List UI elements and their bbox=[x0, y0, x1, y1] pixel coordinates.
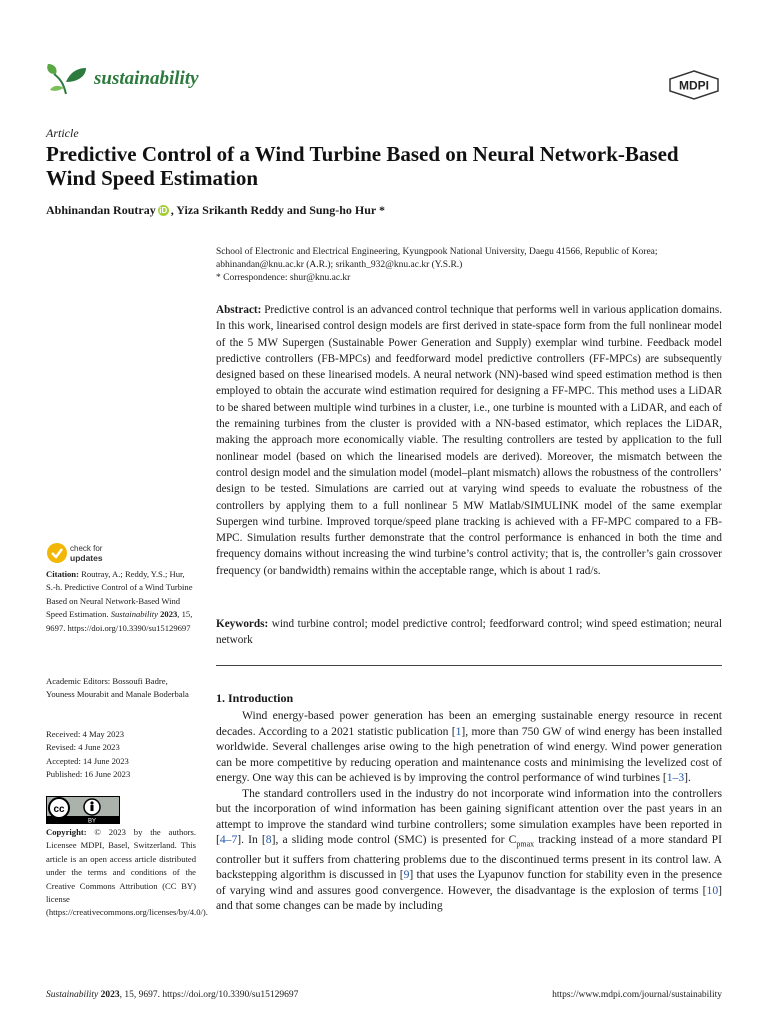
author-name: Abhinandan Routray bbox=[46, 203, 156, 217]
paragraph: Wind energy-based power generation has been an emerging sustainable energy resource in recent decades. According to a 2021 statistic publication [1], more than 750 GW of wind energy has been installed worldwide. Several challenges arise owing to the high penetration of wind energy. Wind power generation can be more competitive by reducing operation and maintenance costs and minimising the levelized cost of energy. One way this can be achieved is by improving the control performance of wind turbines [1–3]. bbox=[216, 709, 722, 784]
svg-text:BY: BY bbox=[87, 818, 97, 824]
check-line1: check for bbox=[70, 544, 103, 553]
paragraph: The standard controllers used in the industry do not incorporate wind information into the controllers but the incorporation of wind information has been gaining significant attention over the past years in an attempt to improve the standard wind turbine controllers; some simulation examples have been reported in [4–7]. In [8], a sliding mode control (SMC) is presented for $C_{pmax}$ tracking instead of a more standard PI controller but it suffers from chattering problems due to the discontinued terms present in its control law. A backstepping algorithm is discussed in [9] that uses the Lyapunov function for stability even in the presence of varying wind and assures good convergence. However, the disadvantage is the explosion of terms [10] and that some changes can be made by including bbox=[216, 786, 722, 913]
section-heading: 1. Introduction bbox=[216, 691, 294, 705]
svg-text:MDPI: MDPI bbox=[679, 78, 709, 93]
mdpi-logo-icon bbox=[668, 70, 720, 100]
journal-name: sustainability bbox=[94, 68, 199, 89]
revised-date: Revised: 4 June 2023 bbox=[46, 742, 120, 753]
author-list bbox=[46, 203, 385, 218]
copyright-label: Copyright: bbox=[46, 827, 87, 837]
footer-citation: Sustainability 2023, 15, 9697. https://doi.org/10.3390/su15129697 bbox=[46, 990, 299, 1000]
footer-journal-url[interactable]: https://www.mdpi.com/journal/sustainability bbox=[552, 990, 722, 1000]
check-for-updates-icon[interactable] bbox=[46, 541, 116, 565]
leaf-logo-icon bbox=[46, 62, 88, 96]
orcid-icon[interactable]: iD bbox=[159, 206, 168, 215]
check-line2: updates bbox=[70, 553, 103, 563]
abstract-label: Abstract: bbox=[216, 304, 262, 316]
keywords-label: Keywords: bbox=[216, 618, 269, 630]
abstract bbox=[216, 302, 722, 579]
page-footer bbox=[46, 990, 722, 1000]
cc-by-license-icon[interactable] bbox=[46, 796, 120, 824]
section-divider bbox=[216, 665, 722, 666]
reference-link[interactable]: 8 bbox=[265, 833, 272, 846]
svg-text:cc: cc bbox=[53, 804, 65, 815]
reference-link[interactable]: 9 bbox=[403, 868, 410, 882]
accepted-date: Accepted: 14 June 2023 bbox=[46, 755, 129, 766]
reference-link[interactable]: 10 bbox=[706, 883, 719, 897]
author-names-rest: , Yiza Srikanth Reddy and Sung-ho Hur * bbox=[170, 203, 386, 217]
reference-link[interactable]: 4–7 bbox=[219, 833, 238, 846]
published-date: Published: 16 June 2023 bbox=[46, 769, 131, 780]
affiliation-line: School of Electronic and Electrical Engineering, Kyungpook National University, Daegu 41566, Republic of Korea; bbox=[216, 247, 658, 257]
reference-link[interactable]: 1–3 bbox=[666, 771, 685, 784]
dates-block bbox=[46, 728, 196, 782]
introduction-text bbox=[216, 708, 722, 914]
abstract-text: Predictive control is an advanced control technique that performs well in various application domains. In this work, linearised control design models are first derived in state-space form from the full nonlinear model of the 5 MW Supergen (Sustainable Power Generation and Supply) exemplar wind turbine. Feedback model predictive controllers (FB-MPCs) and feedforward model predictive controllers (FF-MPCs) are subsequently designed based on these linearised models. A neural network (NN)-based wind speed estimation method is then employed to obtain the accurate wind estimation required for designing a FF-MPC. This method uses a LiDAR to be shared between multiple wind turbines in a cluster, i.e., one turbine is mounted with a LiDAR, and each of the remaining turbines from the cluster is provided with a NN-based estimator, which replaces the LiDAR, making the approach more economically viable. The resulting controllers are tested by application to the full nonlinear model (based on which the linearised models are derived). Moreover, the mismatch between the control design model and the simulation model (model–plant mismatch) allows the robustness of the controllers’ design to be tested. Simulations are carried out at varying wind speeds to evaluate the robustness of the controllers by applying them to a full nonlinear 5 MW Matlab/SIMULINK model of the same exemplar Supergen wind turbine. Improved torque/speed plane tracking is achieved with a FF-MPC compared to a FB-MPC. Simulation results further demonstrate that the control performance is enhanced in both the time and frequency domains without increasing the wind turbine’s control activity; that is, the controller’s gain crossover frequency (or bandwidth) remains within the acceptable range, which is about 1 rad/s. bbox=[216, 304, 722, 577]
citation-block: Citation: Routray, A.; Reddy, Y.S.; Hur, S.-h. Predictive Control of a Wind Turbine Based on Neural Network-Based Wind Speed Estimation. Sustainability 2023, 15, 9697. https://doi.org/10.3390/su15129697 bbox=[46, 569, 193, 633]
keywords-text: wind turbine control; model predictive control; feedforward control; wind speed estimation; neural network bbox=[216, 618, 722, 646]
article-type: Article bbox=[46, 126, 79, 140]
received-date: Received: 4 May 2023 bbox=[46, 729, 125, 739]
copyright-block: Copyright: © 2023 by the authors. Licensee MDPI, Basel, Switzerland. This article is an open access article distributed under the terms and conditions of the Creative Commons Attribution (CC BY) license (https://creativecommons.org/licenses/by/4.0/). bbox=[46, 827, 208, 918]
affiliation-block bbox=[216, 246, 726, 285]
keywords bbox=[216, 616, 722, 648]
reference-link[interactable]: 1 bbox=[455, 724, 462, 738]
paper-title: Predictive Control of a Wind Turbine Based on Neural Network-Based Wind Speed Estimation bbox=[46, 142, 679, 190]
academic-editors: Academic Editors: Bossoufi Badre, Youness Mourabit and Manale Boderbala bbox=[46, 676, 189, 700]
affiliation-emails: abhinandan@knu.ac.kr (A.R.); srikanth_932@knu.ac.kr (Y.S.R.) bbox=[216, 260, 463, 270]
citation-label: Citation: bbox=[46, 569, 79, 579]
correspondence: * Correspondence: shur@knu.ac.kr bbox=[216, 273, 351, 283]
